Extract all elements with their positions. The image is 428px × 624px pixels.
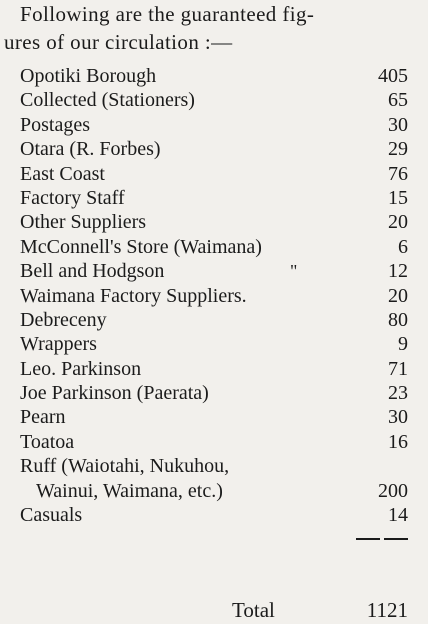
row-name: East Coast	[20, 162, 105, 185]
table-row	[0, 479, 428, 503]
row-value: 71	[388, 357, 408, 380]
total-value: 1121	[366, 598, 408, 622]
row-name: McConnell's Store (Waimana)	[20, 235, 262, 258]
row-value: 9	[398, 333, 408, 356]
row-name: Other Suppliers	[20, 211, 147, 234]
row-name: Casuals	[20, 504, 83, 527]
row-name: Factory Staff	[20, 186, 125, 209]
table-row	[0, 308, 428, 332]
intro-paragraph	[4, 0, 420, 56]
table-row	[0, 503, 428, 527]
ditto-mark: "	[290, 261, 298, 282]
total-label: Total	[232, 598, 275, 622]
table-row	[0, 137, 428, 161]
row-name: Postages	[20, 113, 90, 136]
row-value: 14	[388, 504, 408, 527]
row-value: 405	[378, 65, 408, 87]
row-name: Debreceny	[20, 308, 107, 331]
table-row	[0, 210, 428, 234]
table-row	[0, 186, 428, 210]
row-value: 76	[388, 162, 408, 185]
row-name: Wainui, Waimana, etc.)	[36, 479, 223, 502]
table-row	[0, 88, 428, 112]
row-name: Leo. Parkinson	[20, 357, 142, 380]
row-value: 80	[388, 308, 408, 331]
circulation-table	[0, 64, 428, 552]
table-row	[0, 430, 428, 454]
row-value: 65	[388, 89, 408, 112]
table-row	[0, 235, 428, 259]
row-name: Waimana Factory Suppliers.	[20, 284, 247, 307]
row-name: Opotiki Borough	[20, 65, 157, 87]
row-value: 16	[388, 430, 408, 453]
row-value: 15	[388, 186, 408, 209]
table-row	[0, 259, 428, 283]
table-row	[0, 405, 428, 429]
row-value: 29	[388, 138, 408, 161]
row-name: Bell and Hodgson	[20, 260, 165, 283]
table-row	[0, 454, 428, 478]
table-row	[0, 162, 428, 186]
row-name: Pearn	[20, 406, 66, 429]
row-value: 23	[388, 382, 408, 405]
row-value: 200	[378, 479, 408, 502]
row-name: Joe Parkinson (Paerata)	[20, 382, 209, 405]
row-value: 30	[388, 113, 408, 136]
total-row	[0, 596, 428, 624]
table-row	[0, 332, 428, 356]
table-row	[0, 357, 428, 381]
row-name: Collected (Stationers)	[20, 89, 195, 112]
row-value: 30	[388, 406, 408, 429]
rule-dash	[384, 538, 408, 540]
table-row	[0, 381, 428, 405]
row-value: 20	[388, 211, 408, 234]
row-value: 6	[398, 235, 408, 258]
row-name: Otara (R. Forbes)	[20, 138, 161, 161]
sum-rule-row	[0, 527, 428, 551]
intro-line-1: Following are the guaranteed fig-	[20, 2, 315, 26]
row-value: 12	[388, 260, 408, 283]
table-row	[0, 113, 428, 137]
row-name: Toatoa	[20, 430, 75, 453]
table-row	[0, 284, 428, 308]
row-name: Ruff (Waiotahi, Nukuhou,	[20, 455, 230, 478]
rule-dash	[356, 538, 380, 540]
row-value: 20	[388, 284, 408, 307]
row-name: Wrappers	[20, 333, 97, 356]
intro-line-2: ures of our circulation :—	[4, 30, 233, 54]
sum-rule	[354, 527, 410, 551]
table-row	[0, 64, 428, 88]
